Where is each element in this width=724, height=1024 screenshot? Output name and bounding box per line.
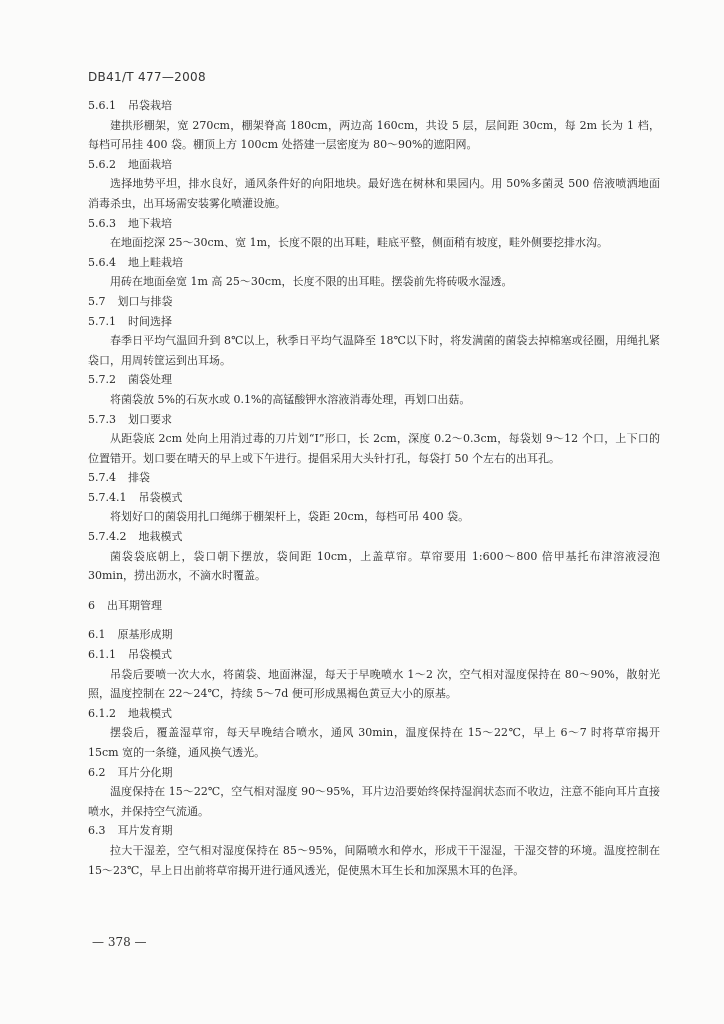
section-number: 5.6.4	[88, 255, 116, 269]
section-number: 5.7	[88, 294, 106, 308]
paragraph: 菌袋袋底朝上，袋口朝下摆放，袋间距 10cm，上盖草帘。草帘要用 1:600～800 倍甲基托布津溶液浸泡 30min，捞出沥水，不滴水时覆盖。	[88, 549, 660, 583]
section-heading	[88, 312, 660, 332]
paragraph: 将划好口的菌袋用扎口绳绑于棚架杆上，袋距 20cm，每档可吊 400 袋。	[110, 510, 470, 524]
section-heading	[88, 370, 660, 390]
paragraph: 用砖在地面垒宽 1m 高 25～30cm，长度不限的出耳畦。摆袋前先将砖吸水湿透。	[110, 275, 513, 289]
section-number: 6.1	[88, 628, 106, 642]
section-number: 6.2	[88, 765, 106, 779]
section-title: 地上畦栽培	[128, 255, 183, 269]
document-body	[88, 96, 660, 880]
section-title: 耳片分化期	[117, 765, 173, 779]
paragraph: 摆袋后，覆盖湿草帘，每天早晚结合喷水，通风 30min，温度保持在 15～22℃，早上 6～7 时将草帘揭开 15cm 宽的一条缝，通风换气透光。	[88, 726, 660, 759]
page-number: — 378 —	[92, 935, 147, 949]
section-title: 吊袋模式	[128, 648, 172, 662]
section-number: 5.6.3	[88, 216, 116, 230]
section-number: 6	[88, 598, 95, 612]
section-title: 时间选择	[128, 314, 172, 328]
section-heading	[88, 821, 660, 841]
section-heading	[88, 527, 660, 547]
paragraph: 吊袋后要喷一次大水，将菌袋、地面淋湿，每天于早晚喷水 1～2 次，空气相对湿度保持在 80～90%，散射光照，温度控制在 22～24℃，持续 5～7d 便可形成黑褐色黄豆大小的原基。	[88, 667, 660, 701]
section-title: 排袋	[128, 471, 150, 485]
section-heading	[88, 410, 660, 430]
section-number: 5.7.3	[88, 412, 116, 426]
section-number: 5.7.4.2	[88, 530, 127, 544]
section-title: 划口与排袋	[117, 294, 173, 308]
section-heading	[88, 625, 660, 645]
section-number: 6.1.1	[88, 648, 116, 662]
paragraph: 从距袋底 2cm 处向上用消过毒的刀片划“I”形口，长 2cm，深度 0.2～0.3cm，每袋划 9～12 个口，上下口的位置错开。划口要在晴天的早上或下午进行。提倡采用大头针打孔，每袋打 50 个左右的出耳孔。	[88, 432, 660, 465]
paragraph: 拉大干湿差，空气相对湿度保持在 85～95%，间隔喷水和停水，形成干干湿湿，干湿交替的环境。温度控制在 15～23℃，早上日出前将草帘揭开进行通风透光，促使黑木耳生长和加深黑木耳的色泽。	[88, 843, 660, 877]
section-title: 菌袋处理	[128, 373, 172, 387]
section-title: 出耳期管理	[107, 598, 162, 612]
section-heading	[88, 214, 660, 234]
section-heading	[88, 596, 660, 616]
section-number: 5.7.2	[88, 373, 116, 387]
section-heading	[88, 253, 660, 273]
section-number: 6.3	[88, 824, 106, 838]
section-number: 5.6.1	[88, 99, 116, 112]
section-number: 5.7.4	[88, 471, 116, 485]
section-title: 地面栽培	[128, 157, 172, 171]
document-id: DB41/T 477—2008	[88, 70, 206, 84]
section-title: 地栽模式	[128, 706, 172, 720]
section-title: 地下栽培	[128, 216, 172, 230]
paragraph: 在地面挖深 25～30cm、宽 1m，长度不限的出耳畦，畦底平整，侧面稍有坡度，畦外侧要挖排水沟。	[110, 236, 609, 250]
section-heading	[88, 763, 660, 783]
paragraph: 选择地势平坦，排水良好，通风条件好的向阳地块。最好选在树林和果园内。用 50%多菌灵 500 倍液喷洒地面消毒杀虫，出耳场需安装雾化喷灌设施。	[88, 177, 660, 210]
section-number: 5.7.4.1	[88, 490, 127, 504]
section-number: 6.1.2	[88, 706, 116, 720]
section-heading	[88, 645, 660, 665]
section-title: 地栽模式	[138, 530, 183, 544]
section-heading	[88, 292, 660, 312]
section-title: 吊袋模式	[138, 490, 183, 504]
section-heading	[88, 488, 660, 508]
section-heading	[88, 704, 660, 724]
section-heading	[88, 155, 660, 175]
section-title: 划口要求	[128, 412, 172, 426]
section-title: 原基形成期	[117, 628, 173, 642]
section-heading	[88, 96, 660, 116]
section-number: 5.7.1	[88, 314, 116, 328]
paragraph: 温度保持在 15～22℃，空气相对湿度 90～95%，耳片边沿要始终保持湿润状态而不收边，注意不能向耳片直接喷水，并保持空气流通。	[88, 785, 660, 818]
paragraph: 建拱形棚架，宽 270cm，棚架脊高 180cm，两边高 160cm，共设 5 层，层间距 30cm，每 2m 长为 1 档，每档可吊挂 400 袋。棚顶上方 100cm 处搭建一层密度为 80～90%的遮阳网。	[88, 118, 660, 152]
section-number: 5.6.2	[88, 157, 116, 171]
paragraph: 将菌袋放 5%的石灰水或 0.1%的高锰酸钾水溶液消毒处理，再划口出菇。	[110, 392, 471, 406]
section-title: 吊袋栽培	[128, 99, 172, 112]
section-heading	[88, 468, 660, 488]
paragraph: 春季日平均气温回升到 8℃以上，秋季日平均气温降至 18℃以下时，将发满菌的菌袋去掉棉塞或径圈，用绳扎紧袋口，用周转筐运到出耳场。	[88, 334, 660, 367]
section-title: 耳片发育期	[117, 824, 173, 838]
